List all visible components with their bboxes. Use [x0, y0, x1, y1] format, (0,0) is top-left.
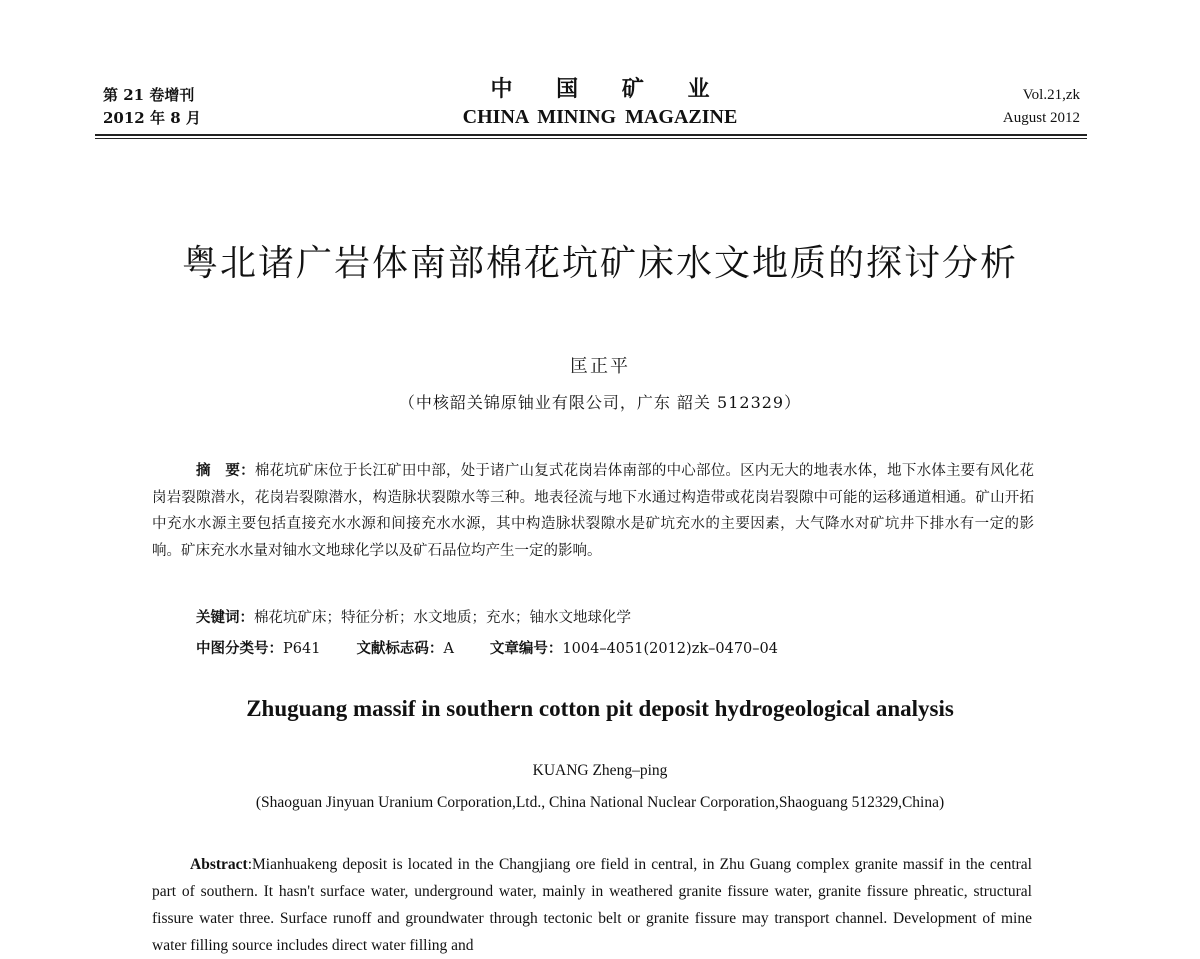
affiliation-en: (Shaoguan Jinyuan Uranium Corporation,Ltd., China National Nuclear Corporation,Shaoguang 512329,China)	[255, 794, 945, 811]
doc-code-value: A	[443, 641, 454, 657]
abstract-cn-text: 棉花坑矿床位于长江矿田中部，处于诸广山复式花岗岩体南部的中心部位。区内无大的地表水体，地下水体主要有风化花岗岩裂隙潜水，花岗岩裂隙潜水，构造脉状裂隙水等三种。地表径流与地下水通过构造带或花岗岩裂隙中可能的运移通道相通。矿山开拓中充水水源主要包括直接充水水源和间接充水水源，其中构造脉状裂隙水是矿坑充水的主要因素，大气降水对矿坑井下排水有一定的影响。矿床充水水量对铀水文地球化学以及矿石品位均产生一定的影响。	[152, 463, 1035, 559]
abstract-en	[152, 851, 1032, 959]
date-en: August 2012	[1002, 110, 1080, 126]
abstract-en-label: Abstract	[190, 856, 248, 873]
running-header-right	[1003, 84, 1080, 130]
keywords-text: 棉花坑矿床；特征分析；水文地质；充水；铀水文地球化学	[254, 610, 631, 626]
journal-name-cn: 中 国 矿 业	[490, 76, 728, 102]
journal-name-en: CHINA MINING MAGAZINE	[462, 106, 738, 128]
keywords-label: 关键词：	[196, 609, 254, 626]
article-no-value: 1004–4051(2012)zk–0470–04	[562, 641, 778, 657]
article-title-cn: 粤北诸广岩体南部棉花坑矿床水文地质的探讨分析	[181, 243, 1018, 284]
doc-code-label: 文献标志码：	[356, 640, 444, 657]
header-rule-thick	[95, 134, 1087, 136]
volume-en: Vol.21,zk	[1022, 87, 1080, 103]
abstract-en-text: :Mianhuakeng deposit is located in the Changjiang ore field in central, in Zhu Guang complex granite massif in the central part of southern. It hasn't surface water, underground water, mainly in weathered granite fissure water, granite fissure phreatic, structural fissure water three. Surface runoff and groundwater through tectonic belt or granite fissure may transport channel. Development of mine water filling source includes direct water filling and	[152, 856, 1032, 954]
author-en: KUANG Zheng–ping	[532, 762, 668, 779]
clc-label: 中图分类号：	[196, 640, 283, 657]
article-title-en: Zhuguang massif in southern cotton pit deposit hydrogeological analysis	[246, 696, 954, 721]
article-no-label: 文章编号：	[489, 640, 563, 657]
date-cn: 2012 年 8 月	[103, 109, 201, 127]
abstract-cn-label: 摘 要：	[196, 462, 255, 479]
affiliation-cn: （中核韶关锦原铀业有限公司，广东 韶关 512329）	[398, 393, 802, 412]
header-rule-thin	[95, 138, 1087, 139]
author-cn: 匡正平	[570, 356, 630, 377]
keywords-cn	[196, 605, 631, 631]
clc-value: P641	[283, 641, 321, 657]
abstract-cn	[152, 458, 1034, 564]
volume-cn: 第 21 卷增刊	[103, 86, 195, 104]
classification-line	[196, 636, 778, 662]
